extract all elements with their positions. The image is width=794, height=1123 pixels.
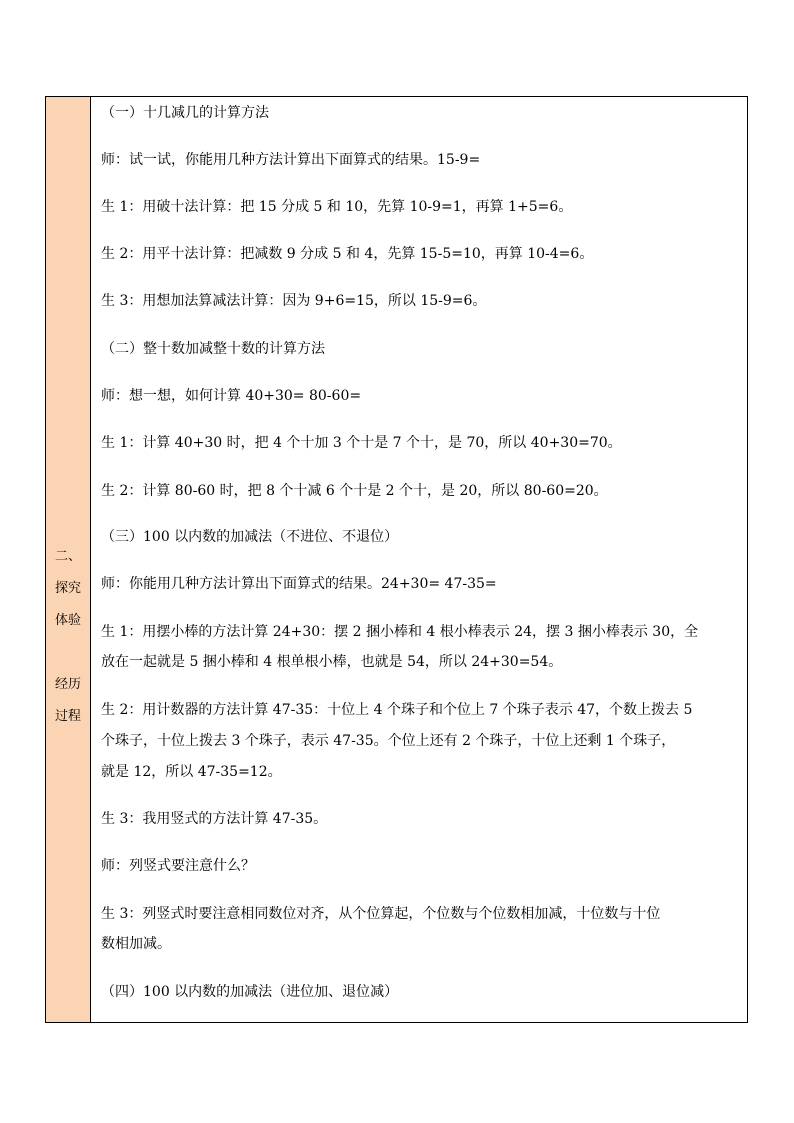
heading-2: （二）整十数加减整十数的计算方法 <box>101 341 325 357</box>
section-label-cell <box>46 97 91 1022</box>
heading-3: （三）100 以内数的加减法（不进位、不退位） <box>101 529 399 545</box>
content-cell <box>91 97 747 1022</box>
paragraph: 生 2：用平十法计算：把减数 9 分成 5 和 4，先算 15-5=10，再算 10-4=6。 <box>101 246 594 262</box>
paragraph: 师：想一想，如何计算 40+30= 80-60= <box>101 388 362 404</box>
section-label-line2: 探究 <box>54 581 81 596</box>
paragraph: 生 2：计算 80-60 时，把 8 个十减 6 个十是 2 个十，是 20，所以 80-60=20。 <box>101 483 608 499</box>
paragraph: 师：列竖式要注意什么？ <box>101 858 255 874</box>
paragraph: 放在一起就是 5 捆小棒和 4 根单根小棒，也就是 54，所以 24+30=54。 <box>101 654 563 670</box>
paragraph: 生 2：用计数器的方法计算 47-35：十位上 4 个珠子和个位上 7 个珠子表示 47，个数上拨去 5 <box>101 702 693 718</box>
paragraph: 生 3：列竖式时要注意相同数位对齐，从个位算起，个位数与个位数相加减，十位数与十位 <box>101 906 661 922</box>
section-label-line4: 经历 <box>54 677 81 692</box>
section-label-line3: 体验 <box>54 613 81 628</box>
section-label-line5: 过程 <box>54 709 81 724</box>
paragraph: 师：试一试，你能用几种方法计算出下面算式的结果。15-9= <box>101 152 481 168</box>
paragraph: 生 3：用想加法算减法计算：因为 9+6=15，所以 15-9=6。 <box>101 293 487 309</box>
paragraph: 师：你能用几种方法计算出下面算式的结果。24+30= 47-35= <box>101 576 497 592</box>
paragraph: 数相加减。 <box>101 936 171 952</box>
paragraph: 生 1：计算 40+30 时，把 4 个十加 3 个十是 7 个十，是 70，所以 40+30=70。 <box>101 435 622 451</box>
lesson-table <box>45 96 748 1023</box>
section-label-line1: 二、 <box>54 549 81 564</box>
paragraph: 生 1：用破十法计算：把 15 分成 5 和 10，先算 10-9=1，再算 1+5=6。 <box>101 199 573 215</box>
paragraph: 生 1：用摆小棒的方法计算 24+30：摆 2 捆小棒和 4 根小棒表示 24，摆 3 捆小棒表示 30，全 <box>101 624 699 640</box>
heading-1: （一）十几减几的计算方法 <box>101 105 269 121</box>
paragraph: 个珠子，十位上拨去 3 个珠子，表示 47-35。个位上还有 2 个珠子，十位上还剩 1 个珠子， <box>101 733 676 749</box>
heading-4: （四）100 以内数的加减法（进位加、退位减） <box>101 984 399 1000</box>
paragraph: 就是 12，所以 47-35=12。 <box>101 764 282 780</box>
paragraph: 生 3：我用竖式的方法计算 47-35。 <box>101 811 328 827</box>
